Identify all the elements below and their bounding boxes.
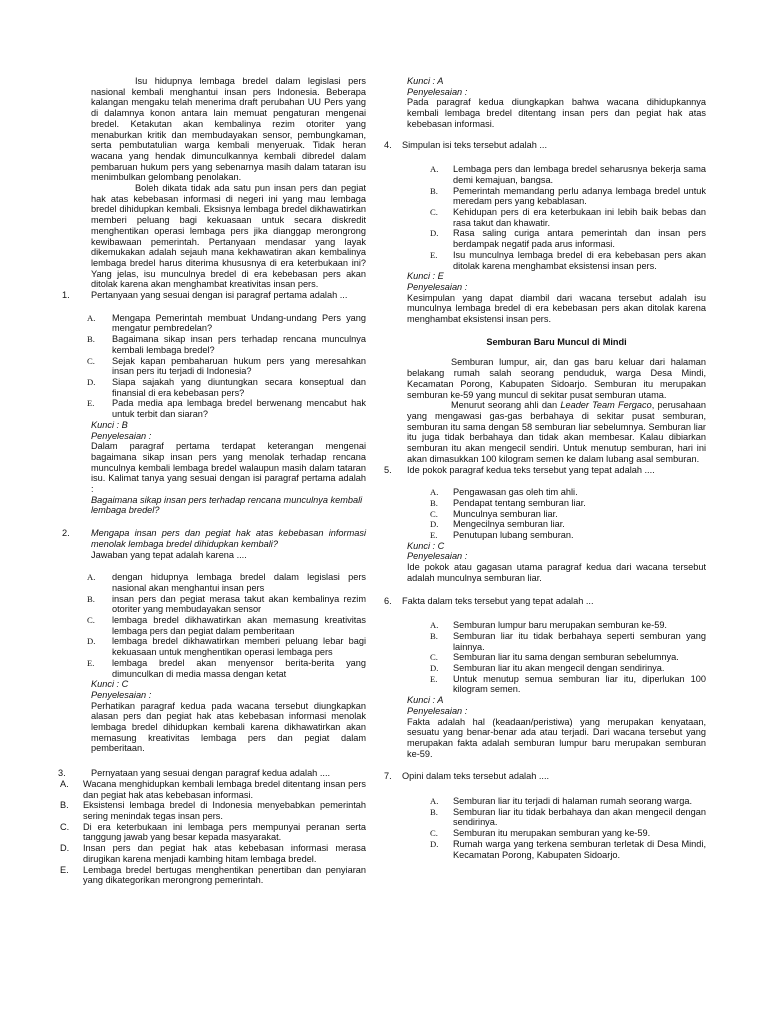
q6-options [384, 620, 706, 695]
option-letter: A. [430, 487, 439, 498]
option-text: Semburan liar itu terjadi di halaman rumah seorang warga. [453, 796, 693, 807]
option-a [384, 796, 706, 807]
question-number: 3. [58, 768, 66, 779]
solution-text: Kesimpulan yang dapat diambil dari wacana tersebut adalah isu munculnya lembaga bredel di era kebebasan pers akan ditolak karena menghambat eksistensi insan pers. [407, 292, 706, 325]
option-text: Wacana menghidupkan kembali lembaga bredel ditentang insan pers dan pegiat hak atas kebebasan informasi. [83, 778, 366, 800]
option-text: Di era keterbukaan ini lembaga pers mempunyai peranan serta tanggung jawab yang besar kepada masyarakat. [83, 821, 366, 843]
q2-options [62, 572, 366, 679]
right-column [384, 76, 706, 860]
option-c [33, 615, 366, 636]
option-letter: C. [430, 508, 438, 519]
passage-title: Semburan Baru Muncul di Mindi [486, 336, 627, 347]
option-text: Kehidupan pers di era keterbukaan ini lebih baik bebas dan rasa takut dan khawatir. [453, 207, 706, 228]
answer-key: Kunci : A [407, 695, 444, 706]
option-letter: D. [87, 636, 96, 647]
question-prompt: Jawaban yang tepat adalah karena .... [91, 549, 247, 560]
question-text: Pertanyaan yang sesuai dengan isi paragraf pertama adalah ... [91, 290, 348, 301]
option-text: Bagaimana sikap insan pers terhadap rencana munculnya kembali lembaga bredel? [112, 334, 366, 355]
option-letter: D. [87, 376, 96, 387]
option-a [33, 313, 366, 334]
option-letter: E. [430, 530, 438, 541]
option-d [54, 843, 366, 864]
option-d [384, 839, 706, 860]
option-letter: B. [430, 497, 438, 508]
intro-paragraph-2: Boleh dikata tidak ada satu pun insan pers dan pegiat hak atas kebebasan informasi di negeri ini yang mau lembaga bredel dihidupkan kembali. Eksisnya lembaga bredel dikhawatirkan memberi peluang bagi kekuasaan untuk secara diskredit menghentikan operasi lembaga pers jika dianggap merongrong kewibawaan pemerintah. Pertanyaan mendasar yang layak dikemukakan adalah sejauh mana kekhawatiran akan kembalinya lembaga bredel harus diterima khususnya di era keterbukaan ini? Yang jelas, isu munculnya bredel di era kebebasan pers akan ditolak karena akan menghambat kreativitas insan pers. [91, 183, 366, 290]
option-b [384, 498, 706, 509]
option-b [384, 807, 706, 828]
passage-paragraph-2 [407, 400, 706, 464]
option-text: Untuk menutup semua semburan liar itu, diperlukan 100 kilogram semen. [453, 673, 706, 695]
solution-text: Ide pokok atau gagasan utama paragraf kedua dari wacana tersebut adalah munculnya semburan liar. [407, 562, 706, 583]
option-letter: B. [87, 334, 95, 345]
option-text: lembaga bredel dikhawatirkan akan memasung kreativitas lembaga pers dan pegiat dalam pemberitaan [112, 615, 366, 636]
option-d [33, 377, 366, 398]
option-text: Semburan liar itu akan mengecil dengan sendirinya. [453, 663, 665, 674]
option-letter: C. [430, 207, 438, 218]
option-d [384, 663, 706, 674]
option-letter: C. [87, 355, 95, 366]
passage-text: , perusahaan yang mengawasi gas-gas berbahaya di sekitar pusat semburan, semburan itu sama dengan 58 semburan liar sebelumnya. Semburan liar itu juga tidak berbahaya dan tidak akan membesar. Kalau dibiarkan semburan itu akan mengecil sendiri. Untuk menutup semburan, hari ini akan dimasukkan 100 kilogram semen ke dalam lubang asal semburan. [407, 400, 707, 464]
option-text: insan pers dan pegiat merasa takut akan kembalinya rezim otoriter yang membudayakan sensor [112, 593, 366, 615]
solution-label: Penyelesaian : [407, 281, 468, 292]
option-letter: A. [87, 572, 96, 583]
q1-options [62, 313, 366, 420]
option-letter: E. [60, 864, 69, 875]
question-text: Mengapa insan pers dan pegiat hak atas kebebasan informasi menolak lembaga bredel dihidupkan kembali? [91, 528, 366, 549]
option-b [384, 186, 706, 207]
option-e [384, 530, 706, 541]
q5-options [384, 487, 706, 541]
question-number: 5. [384, 464, 392, 475]
option-d [384, 519, 706, 530]
question-1 [62, 290, 366, 301]
option-letter: C. [60, 821, 70, 832]
option-d [384, 228, 706, 249]
option-e [384, 674, 706, 695]
question-text: Simpulan isi teks tersebut adalah ... [402, 139, 548, 150]
solution-label: Penyelesaian : [91, 430, 152, 441]
option-text: Sejak kapan pembaharuan hukum pers yang meresahkan insan pers itu terjadi di Indonesia? [112, 355, 366, 377]
solution-answer: Bagaimana sikap insan pers terhadap rencana munculnya kembali lembaga bredel? [91, 494, 363, 516]
option-a [384, 620, 706, 631]
answer-key: Kunci : E [407, 271, 444, 282]
left-column [58, 76, 366, 886]
question-number: 2. [62, 528, 70, 539]
option-letter: D. [430, 519, 439, 530]
option-letter: E. [87, 398, 95, 409]
answer-key: Kunci : C [407, 540, 445, 551]
option-letter: D. [430, 838, 439, 849]
option-letter: C. [87, 615, 95, 626]
q7-options [384, 796, 706, 860]
passage-text: Menurut seorang ahli dan [451, 400, 561, 411]
question-text: Ide pokok paragraf kedua teks tersebut yang tepat adalah .... [407, 464, 655, 475]
option-text: Rasa saling curiga antara pemerintah dan insan pers berdampak negatif pada arus informasi. [453, 228, 706, 250]
question-5 [384, 465, 706, 476]
passage-italic-term: Leader Team Fergaco [560, 400, 652, 411]
solution-text: Perhatikan paragraf kedua pada wacana tersebut diungkapkan alasan pers dan pegiat hak atas kebebasan informasi menolak lembaga bredel dihidupkan kembali karena dikhawatirkan akan memasung kreativitas lembaga pers dan pegiat dalam pemberitaan. [91, 700, 366, 754]
option-b [384, 631, 706, 652]
solution-text: Pada paragraf kedua diungkapkan bahwa wacana dihidupkannya kembali lembaga bredel ditentang insan pers dan pegiat hak atas kebebasan informasi. [407, 97, 706, 129]
option-text: lembaga bredel dikhawatirkan memberi peluang lebar bagi kekuasaan untuk menghentikan operasi lembaga pers [112, 636, 366, 658]
question-number: 7. [384, 771, 392, 782]
question-4 [384, 140, 706, 151]
option-text: Lembaga pers dan lembaga bredel seharusnya bekerja sama demi kemajuan, bangsa. [453, 164, 706, 185]
option-text: Semburan liar itu tidak berbahaya dan akan mengecil dengan sendirinya. [453, 806, 706, 828]
option-e [54, 865, 366, 886]
option-a [54, 779, 366, 800]
option-a [384, 164, 706, 185]
option-d [33, 636, 366, 657]
option-c [384, 207, 706, 228]
passage-paragraph-1: Semburan lumpur, air, dan gas baru keluar dari halaman belakang rumah salah seorang penduduk, warga Desa Mindi, Kecamatan Porong, Kabupaten Sidoarjo. Semburan itu merupakan semburan ke-59 yang muncul di sekitar pusat semburan utama. [407, 357, 706, 400]
option-b [33, 594, 366, 615]
option-text: Lembaga bredel bertugas menghentikan penertiban dan penyiaran yang dikategorikan merongrong pemerintah. [83, 864, 366, 886]
option-c [384, 828, 706, 839]
option-a [33, 572, 366, 593]
option-text: dengan hidupnya lembaga bredel dalam legislasi pers nasional akan menghantui insan pers [112, 572, 366, 593]
option-letter: A. [430, 164, 439, 175]
question-6 [384, 596, 706, 607]
solution-label: Penyelesaian : [407, 551, 468, 562]
q3-options [54, 779, 366, 886]
answer-key: Kunci : C [91, 679, 129, 690]
option-e [33, 398, 366, 419]
option-e [33, 658, 366, 679]
option-text: lembaga bredel akan menyensor berita-berita yang dimunculkan di media massa dengan ketat [112, 657, 366, 679]
option-c [384, 652, 706, 663]
option-text: Mengecilnya semburan liar. [453, 519, 565, 530]
option-text: Pada media apa lembaga bredel berwenang mencabut hak untuk terbit dan siaran? [112, 398, 366, 420]
option-text: Mengapa Pemerintah membuat Undang-undang Pers yang mengatur pembredelan? [112, 312, 366, 334]
option-letter: E. [430, 673, 438, 684]
option-text: Semburan itu merupakan semburan yang ke-59. [453, 828, 651, 839]
option-letter: A. [60, 778, 69, 789]
option-text: Siapa sajakah yang diuntungkan secara konseptual dan finansial di era kebebasan pers? [112, 376, 366, 398]
answer-key: Kunci : B [91, 419, 128, 430]
option-c [33, 356, 366, 377]
question-text: Pernyataan yang sesuai dengan paragraf kedua adalah .... [91, 768, 331, 779]
passage-2 [384, 337, 706, 465]
option-text: Pemerintah memandang perlu adanya lembaga bredel untuk meredam pers yang kebablasan. [453, 185, 706, 207]
q4-options [384, 164, 706, 271]
option-text: Penutupan lubang semburan. [453, 530, 574, 541]
option-letter: B. [87, 593, 95, 604]
question-number: 1. [62, 290, 70, 301]
option-a [384, 487, 706, 498]
question-number: 4. [384, 139, 392, 150]
intro-paragraph-1: Isu hidupnya lembaga bredel dalam legislasi pers nasional kembali menghantui insan pers Indonesia. Beberapa kalangan mengaku telah menerima draft perubahan UU Pers yang di dalamnya konon antara lain memuat pengaturan mengenai bredel. Ketakutan akan kembalinya rezim otoriter yang menaburkan kritik dan membudayakan sensor, pembungkaman, serta pembutatulian warga kembali menyeruak. Tidak heran wacana yang hendak dimunculkannya kembali dibredel dalam pembaruan hukum pers yang sebenarnya masih dalam tataran isu menimbulkan gelombang penolakan. [91, 76, 366, 183]
option-c [54, 822, 366, 843]
option-text: Pengawasan gas oleh tim ahli. [453, 487, 578, 498]
option-text: Pendapat tentang semburan liar. [453, 497, 586, 508]
question-text: Opini dalam teks tersebut adalah .... [402, 771, 550, 782]
answer-key: Kunci : A [407, 76, 444, 86]
option-letter: A. [87, 312, 96, 323]
option-text: Semburan liar itu tidak berbahaya seperti semburan yang lainnya. [453, 630, 706, 652]
option-text: Munculnya semburan liar. [453, 508, 558, 519]
option-letter: E. [430, 249, 438, 260]
option-letter: B. [430, 806, 438, 817]
question-7 [384, 771, 706, 782]
option-letter: A. [430, 620, 439, 631]
option-e [384, 250, 706, 271]
option-text: Semburan liar itu sama dengan semburan sebelumnya. [453, 652, 679, 663]
option-text: Rumah warga yang terkena semburan terletak di Desa Mindi, Kecamatan Porong, Kabupaten Sidoarjo. [453, 838, 706, 860]
option-letter: B. [60, 800, 69, 811]
question-3 [58, 768, 366, 779]
option-letter: E. [87, 657, 95, 668]
option-text: Isu munculnya lembaga bredel di era kebebasan pers akan ditolak karena menghambat eksistensi insan pers. [453, 249, 706, 271]
option-c [384, 509, 706, 520]
option-letter: A. [430, 796, 439, 807]
option-text: Semburan lumpur baru merupakan semburan ke-59. [453, 620, 667, 631]
option-letter: D. [60, 843, 70, 854]
option-letter: C. [430, 828, 438, 839]
solution-label: Penyelesaian : [407, 86, 468, 97]
option-letter: B. [430, 630, 438, 641]
question-text: Fakta dalam teks tersebut yang tepat adalah ... [402, 595, 594, 606]
solution-text: Fakta adalah hal (keadaan/peristiwa) yang merupakan kenyataan, sesuatu yang benar-benar ada atau terjadi. Dari wacana tersebut yang merupakan fakta adalah semburan lumpur baru merupakan semburan ke-59. [407, 716, 706, 759]
solution-label: Penyelesaian : [91, 689, 152, 700]
option-letter: B. [430, 185, 438, 196]
option-text: Eksistensi lembaga bredel di Indonesia menyebabkan pemerintah sering menindak tegas insan pers. [83, 800, 366, 821]
option-letter: D. [430, 228, 439, 239]
question-number: 6. [384, 595, 392, 606]
option-letter: D. [430, 663, 439, 674]
solution-label: Penyelesaian : [407, 705, 468, 716]
option-b [33, 334, 366, 355]
solution-text: Dalam paragraf pertama terdapat keterangan mengenai bagaimana sikap insan pers yang menolak terhadap rencana munculnya kembali lembaga bredel walaupun masih dalam tataran isu. Kalimat tanya yang sesuai dengan isi paragraf pertama adalah : [91, 441, 366, 495]
option-b [54, 800, 366, 821]
option-letter: C. [430, 652, 438, 663]
question-2 [62, 528, 366, 560]
option-text: Insan pers dan pegiat hak atas kebebasan informasi merasa dirugikan karena menjadi kambing hitam lembaga bredel. [83, 843, 366, 864]
